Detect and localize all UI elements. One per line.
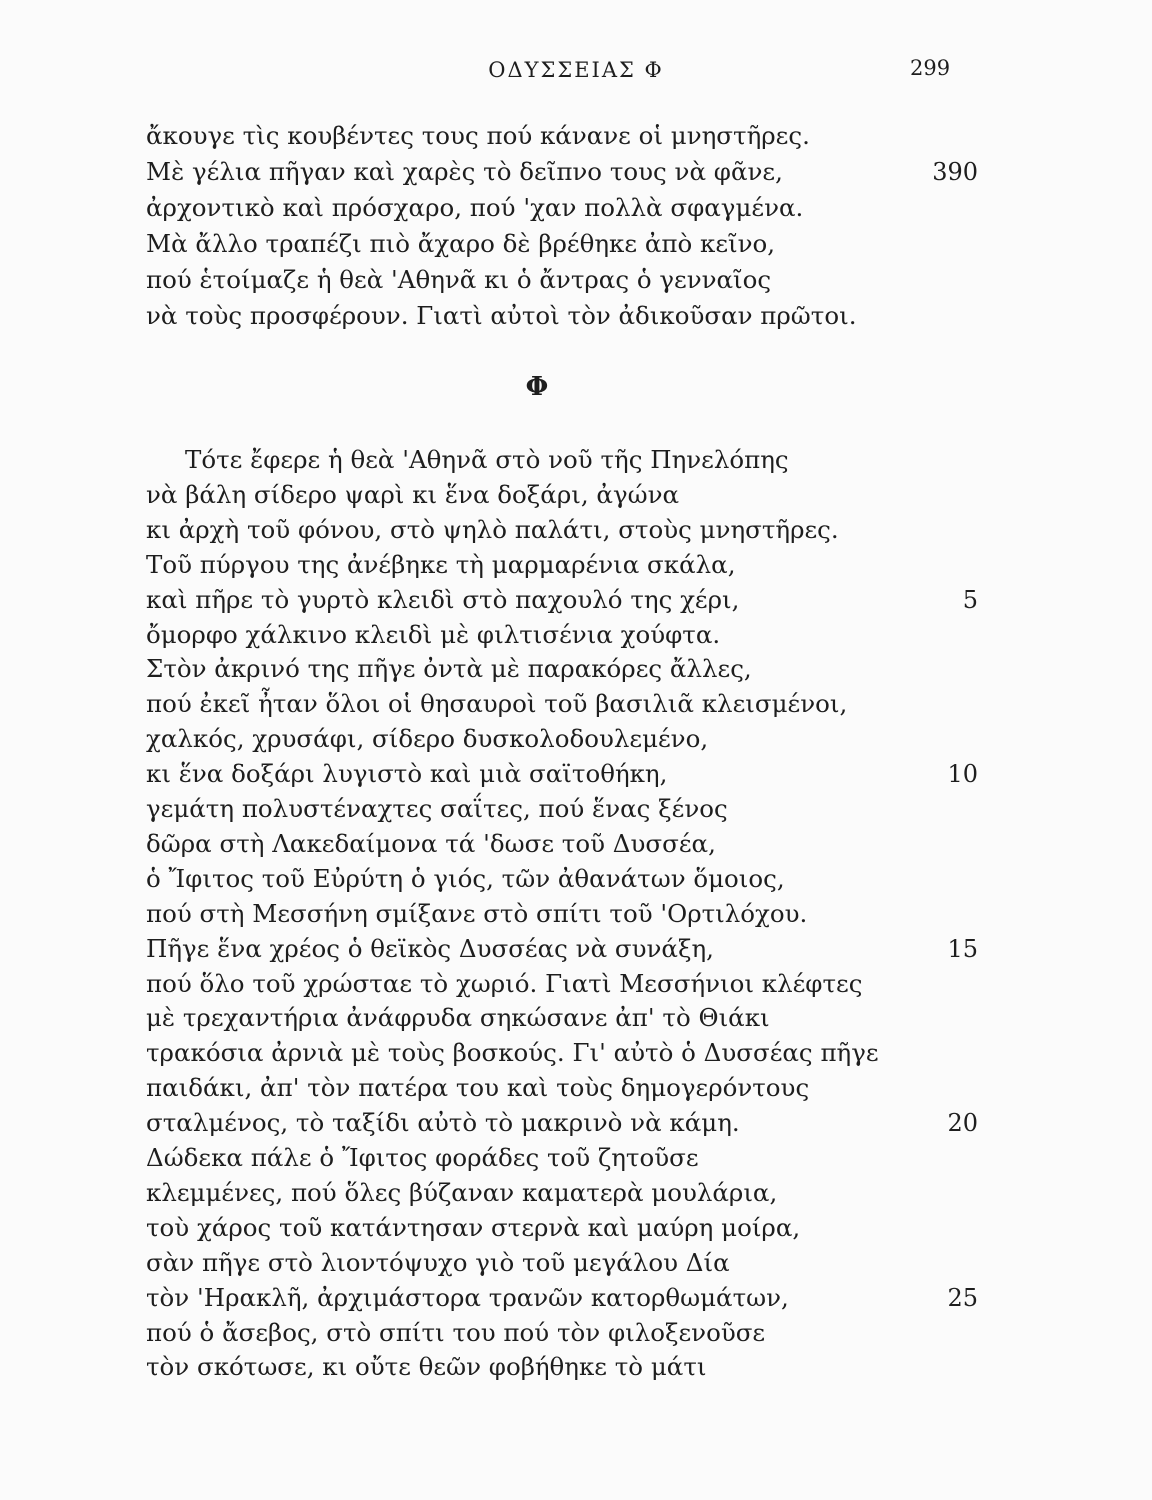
verse-line: δῶρα στὴ Λακεδαίμονα τά 'δωσε τοῦ Δυσσέα, [146, 828, 716, 858]
verse-line: τὸν σκότωσε, κι οὔτε θεῶν φοβήθηκε τὸ μάτι [146, 1352, 707, 1382]
verse-line: Τοῦ πύργου της ἀνέβηκε τὴ μαρμαρένια σκάλα, [146, 549, 736, 579]
verse-line: Στὸν ἀκρινό της πῆγε ὀντὰ μὲ παρακόρες ἄλλες, [146, 654, 752, 684]
verse-line: πού ὅλο τοῦ χρώσταε τὸ χωριό. Γιατὶ Μεσσήνιοι κλέφτες [146, 968, 863, 998]
book-heading: Φ [525, 372, 549, 402]
verse-line: πού ἑτοίμαζε ἡ θεὰ 'Αθηνᾶ κι ὁ ἄντρας ὁ γενναῖος [146, 265, 772, 294]
verse-line: πού ἐκεῖ ἦταν ὅλοι οἱ θησαυροὶ τοῦ βασιλιᾶ κλεισμένοι, [146, 689, 848, 719]
verse-line: τὸν 'Ηρακλῆ, ἀρχιμάστορα τρανῶν κατορθωμάτων, [146, 1282, 789, 1312]
verse-line: τοὺ χάρος τοῦ κατάντησαν στερνὰ καὶ μαύρη μοίρα, [146, 1212, 801, 1242]
verse-line: τρακόσια ἀρνιὰ μὲ τοὺς βοσκούς. Γι' αὐτὸ ὁ Δυσσέας πῆγε [146, 1038, 879, 1068]
verse-line: κι ἕνα δοξάρι λυγιστὸ καὶ μιὰ σαϊτοθήκη, [146, 759, 668, 789]
verse-line: ὁ Ἴφιτος τοῦ Εὐρύτη ὁ γιός, τῶν ἀθανάτων ὅμοιος, [146, 863, 785, 893]
verse-line: σταλμένος, τὸ ταξίδι αὐτὸ τὸ μακρινὸ νὰ κάμη. [146, 1108, 740, 1138]
verse-line: σὰν πῆγε στὸ λιοντόψυχο γιὸ τοῦ μεγάλου Δία [146, 1247, 730, 1277]
verse-line: κι ἀρχὴ τοῦ φόνου, στὸ ψηλὸ παλάτι, στοὺς μνηστῆρες. [146, 514, 839, 544]
verse-line: Μὲ γέλια πῆγαν καὶ χαρὲς τὸ δεῖπνο τους νὰ φᾶνε, [146, 157, 783, 186]
verse-line: καὶ πῆρε τὸ γυρτὸ κλειδὶ στὸ παχουλό της χέρι, [146, 584, 740, 614]
verse-line: νὰ τοὺς προσφέρουν. Γιατὶ αὐτοὶ τὸν ἀδικοῦσαν πρῶτοι. [146, 301, 857, 330]
line-number: 5 [962, 585, 978, 614]
verse-line: πού στὴ Μεσσήνη σμίξανε στὸ σπίτι τοῦ 'Ορτιλόχου. [146, 898, 808, 928]
verse-line: νὰ βάλη σίδερο ψαρὶ κι ἕνα δοξάρι, ἀγώνα [146, 479, 680, 509]
verse-line: Πῆγε ἕνα χρέος ὁ θεϊκὸς Δυσσέας νὰ συνάξη, [146, 933, 714, 963]
line-number: 390 [932, 158, 978, 186]
verse-line: Μὰ ἄλλο τραπέζι πιὸ ἄχαρο δὲ βρέθηκε ἀπὸ κεῖνο, [146, 229, 776, 258]
page-number: 299 [910, 56, 951, 80]
verse-line: ὄμορφο χάλκινο κλειδὶ μὲ φιλτισένια χούφτα. [146, 619, 721, 649]
verse-line: Δώδεκα πάλε ὁ Ἴφιτος φοράδες τοῦ ζητοῦσε [146, 1143, 699, 1172]
verse-line: γεμάτη πολυστέναχτες σαΐτες, πού ἕνας ξένος [146, 794, 728, 823]
line-number: 20 [947, 1109, 978, 1138]
line-number: 15 [947, 934, 978, 963]
verse-line: Τότε ἔφερε ἡ θεὰ 'Αθηνᾶ στὸ νοῦ τῆς Πηνελόπης [185, 445, 789, 474]
verse-line: χαλκός, χρυσάφι, σίδερο δυσκολοδουλεμένο, [146, 724, 709, 754]
verse-line: κλεμμένες, πού ὅλες βύζαναν καματερὰ μουλάρια, [146, 1177, 778, 1207]
verse-line: παιδάκι, ἀπ' τὸν πατέρα του καὶ τοὺς δημογερόντους [146, 1073, 810, 1103]
verse-line: ἄκουγε τὶς κουβέντες τους πού κάνανε οἱ μνηστῆρες. [146, 121, 810, 150]
verse-line: πού ὁ ἄσεβος, στὸ σπίτι του πού τὸν φιλοξενοῦσε [146, 1317, 766, 1347]
running-title: ΟΔΥΣΣΕΙΑΣ Φ [488, 58, 664, 82]
verse-line: ἀρχοντικὸ καὶ πρόσχαρο, πού 'χαν πολλὰ σφαγμένα. [146, 193, 804, 222]
line-number: 25 [947, 1283, 978, 1312]
line-number: 10 [947, 760, 978, 789]
verse-line: μὲ τρεχαντήρια ἀνάφρυδα σηκώσανε ἀπ' τὸ Θιάκι [146, 1003, 770, 1033]
